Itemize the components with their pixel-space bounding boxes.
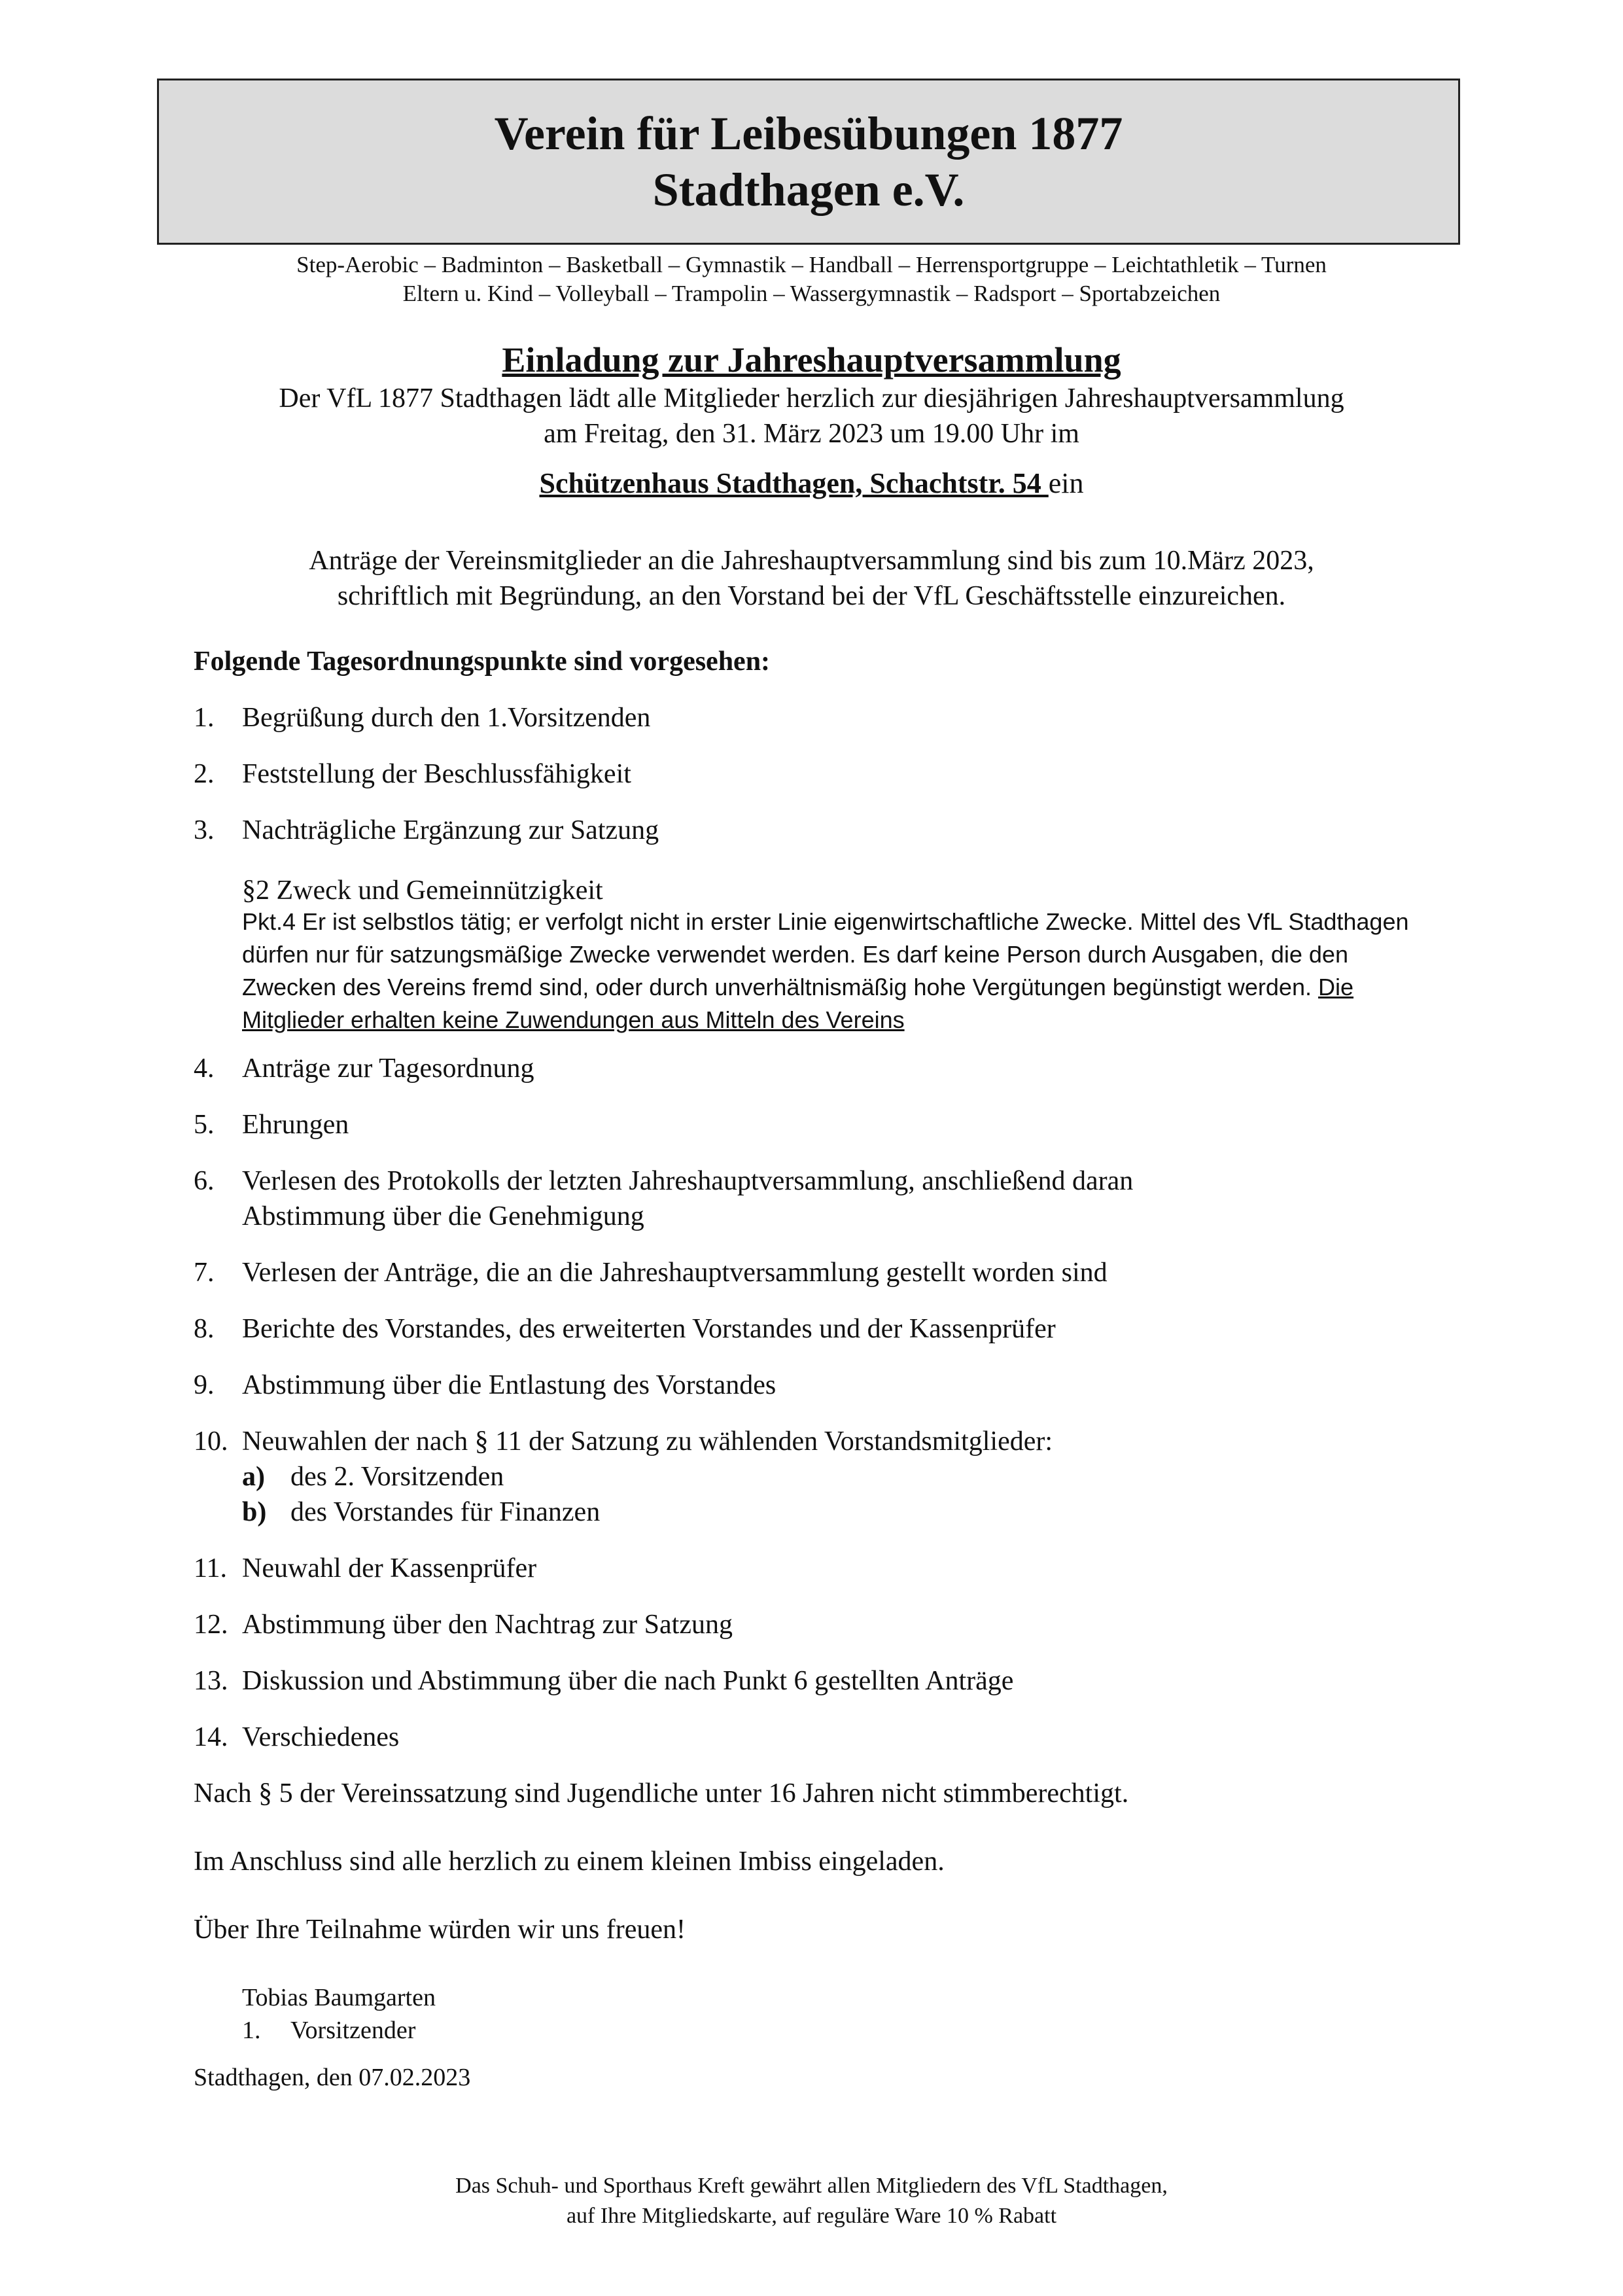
sports-list-line1: Step-Aerobic – Badminton – Basketball – Gymnastik – Handball – Herrensportgruppe – Leichtathletik – Turnen: [296, 252, 1327, 277]
election-list: [242, 1459, 600, 1530]
invitation-line1: Der VfL 1877 Stadthagen lädt alle Mitglieder herzlich zur diesjährigen Jahreshauptversammlung: [279, 383, 1344, 414]
venue-address: Schützenhaus Stadthagen, Schachtstr. 54: [539, 467, 1049, 499]
agenda-item-text: Verlesen der Anträge, die an die Jahreshauptversammlung gestellt worden sind: [242, 1258, 1108, 1288]
agenda-item-text: Verlesen des Protokolls der letzten Jahreshauptversammlung, anschließend daran: [242, 1166, 1134, 1196]
election-entry: [242, 1459, 600, 1494]
agenda-item-text: Begrüßung durch den 1.Vorsitzenden: [242, 703, 651, 733]
agenda-item-text: Abstimmung über den Nachtrag zur Satzung: [242, 1610, 733, 1640]
motions-deadline-line2: schriftlich mit Begründung, an den Vorstand bei der VfL Geschäftsstelle einzureichen.: [337, 581, 1286, 611]
agenda-item-text: Anträge zur Tagesordnung: [242, 1053, 534, 1084]
agenda-item-number: 11.: [194, 1553, 227, 1583]
satzung-pkt-underlined: Die Mitglieder erhalten keine Zuwendungen aus Mitteln des Vereins: [242, 974, 1354, 1033]
signer-role-line: [242, 2014, 436, 2047]
election-text: des Vorstandes für Finanzen: [290, 1497, 601, 1527]
footer-line2: auf Ihre Mitgliedskarte, auf reguläre Ware 10 % Rabatt: [566, 2204, 1057, 2228]
thanks-line: Über Ihre Teilnahme würden wir uns freuen!: [194, 1915, 686, 1945]
invitation-heading: Einladung zur Jahreshauptversammlung: [502, 340, 1121, 380]
agenda-item-number: 1.: [194, 703, 215, 733]
signature-block: [242, 1981, 436, 2047]
agenda-item-number: 2.: [194, 759, 215, 789]
club-name-line1: Verein für Leibesübungen 1877: [494, 107, 1123, 160]
agenda-heading: Folgende Tagesordnungspunkte sind vorgesehen:: [194, 646, 771, 677]
agenda-item-number: 14.: [194, 1722, 228, 1752]
agenda-item-number: 12.: [194, 1610, 228, 1640]
agenda-item-text: Verschiedenes: [242, 1722, 400, 1752]
satzung-pkt-text: Pkt.4 Er ist selbstlos tätig; er verfolgt nicht in erster Linie eigenwirtschaftliche Zwecke. Mittel des VfL Stadthagen dürfen nur für satzungsmäßige Zwecke verwendet werden. Es darf keine Person durch Ausgaben, die den Zwecken des Vereins fremd sind, oder durch unverhältnismäßig hohe Vergütungen begünstigt werden.: [242, 908, 1409, 1000]
agenda-item-text: Nachträgliche Ergänzung zur Satzung: [242, 815, 659, 845]
club-name-line2: Stadthagen e.V.: [652, 164, 965, 216]
agenda-item-number: 6.: [194, 1166, 215, 1196]
agenda-item-number: 5.: [194, 1110, 215, 1140]
signer-role-number: 1.: [242, 2017, 261, 2044]
agenda-item-text: Diskussion und Abstimmung über die nach Punkt 6 gestellten Anträge: [242, 1666, 1014, 1696]
satzung-amendment-text: [242, 906, 1420, 1036]
agenda-item-number: 8.: [194, 1314, 215, 1344]
venue-line: [0, 466, 1623, 501]
agenda-item-text: Abstimmung über die Entlastung des Vorstandes: [242, 1370, 777, 1400]
election-label: a): [242, 1462, 265, 1492]
agenda-item-number: 3.: [194, 815, 215, 845]
signer-name: Tobias Baumgarten: [242, 1984, 436, 2011]
agenda-item-text: Abstimmung über die Genehmigung: [242, 1201, 644, 1231]
agenda-item-text: Berichte des Vorstandes, des erweiterten Vorstandes und der Kassenprüfer: [242, 1314, 1056, 1344]
agenda-item-text: Neuwahl der Kassenprüfer: [242, 1553, 537, 1583]
satzung-section-title: §2 Zweck und Gemeinnützigkeit: [242, 875, 603, 906]
youth-voting-note: Nach § 5 der Vereinssatzung sind Jugendliche unter 16 Jahren nicht stimmberechtigt.: [194, 1778, 1129, 1809]
agenda-item-text: Feststellung der Beschlussfähigkeit: [242, 759, 631, 789]
election-label: b): [242, 1497, 267, 1527]
venue-suffix: ein: [1048, 467, 1084, 499]
agenda-item-number: 7.: [194, 1258, 215, 1288]
sports-list-line2: Eltern u. Kind – Volleyball – Trampolin – Wassergymnastik – Radsport – Sportabzeichen: [402, 281, 1221, 306]
invitation-line2: am Freitag, den 31. März 2023 um 19.00 Uhr im: [544, 419, 1079, 449]
footer-line1: Das Schuh- und Sporthaus Kreft gewährt allen Mitgliedern des VfL Stadthagen,: [455, 2174, 1168, 2198]
agenda-item-text: Neuwahlen der nach § 11 der Satzung zu wählenden Vorstandsmitglieder:: [242, 1426, 1053, 1457]
agenda-item-number: 4.: [194, 1053, 215, 1084]
agenda-item-number: 13.: [194, 1666, 228, 1696]
election-entry: [242, 1494, 600, 1530]
motions-deadline-line1: Anträge der Vereinsmitglieder an die Jahreshauptversammlung sind bis zum 10.März 2023,: [309, 546, 1314, 576]
letterhead-box: [157, 79, 1460, 245]
agenda-item-number: 10.: [194, 1426, 228, 1457]
agenda-item-number: 9.: [194, 1370, 215, 1400]
agenda-item-text: Ehrungen: [242, 1110, 349, 1140]
footer-discount-note: [0, 2171, 1623, 2231]
signer-role: Vorsitzender: [290, 2017, 416, 2044]
snack-invitation: Im Anschluss sind alle herzlich zu einem kleinen Imbiss eingeladen.: [194, 1846, 945, 1877]
election-text: des 2. Vorsitzenden: [290, 1462, 504, 1492]
place-and-date: Stadthagen, den 07.02.2023: [194, 2064, 471, 2091]
